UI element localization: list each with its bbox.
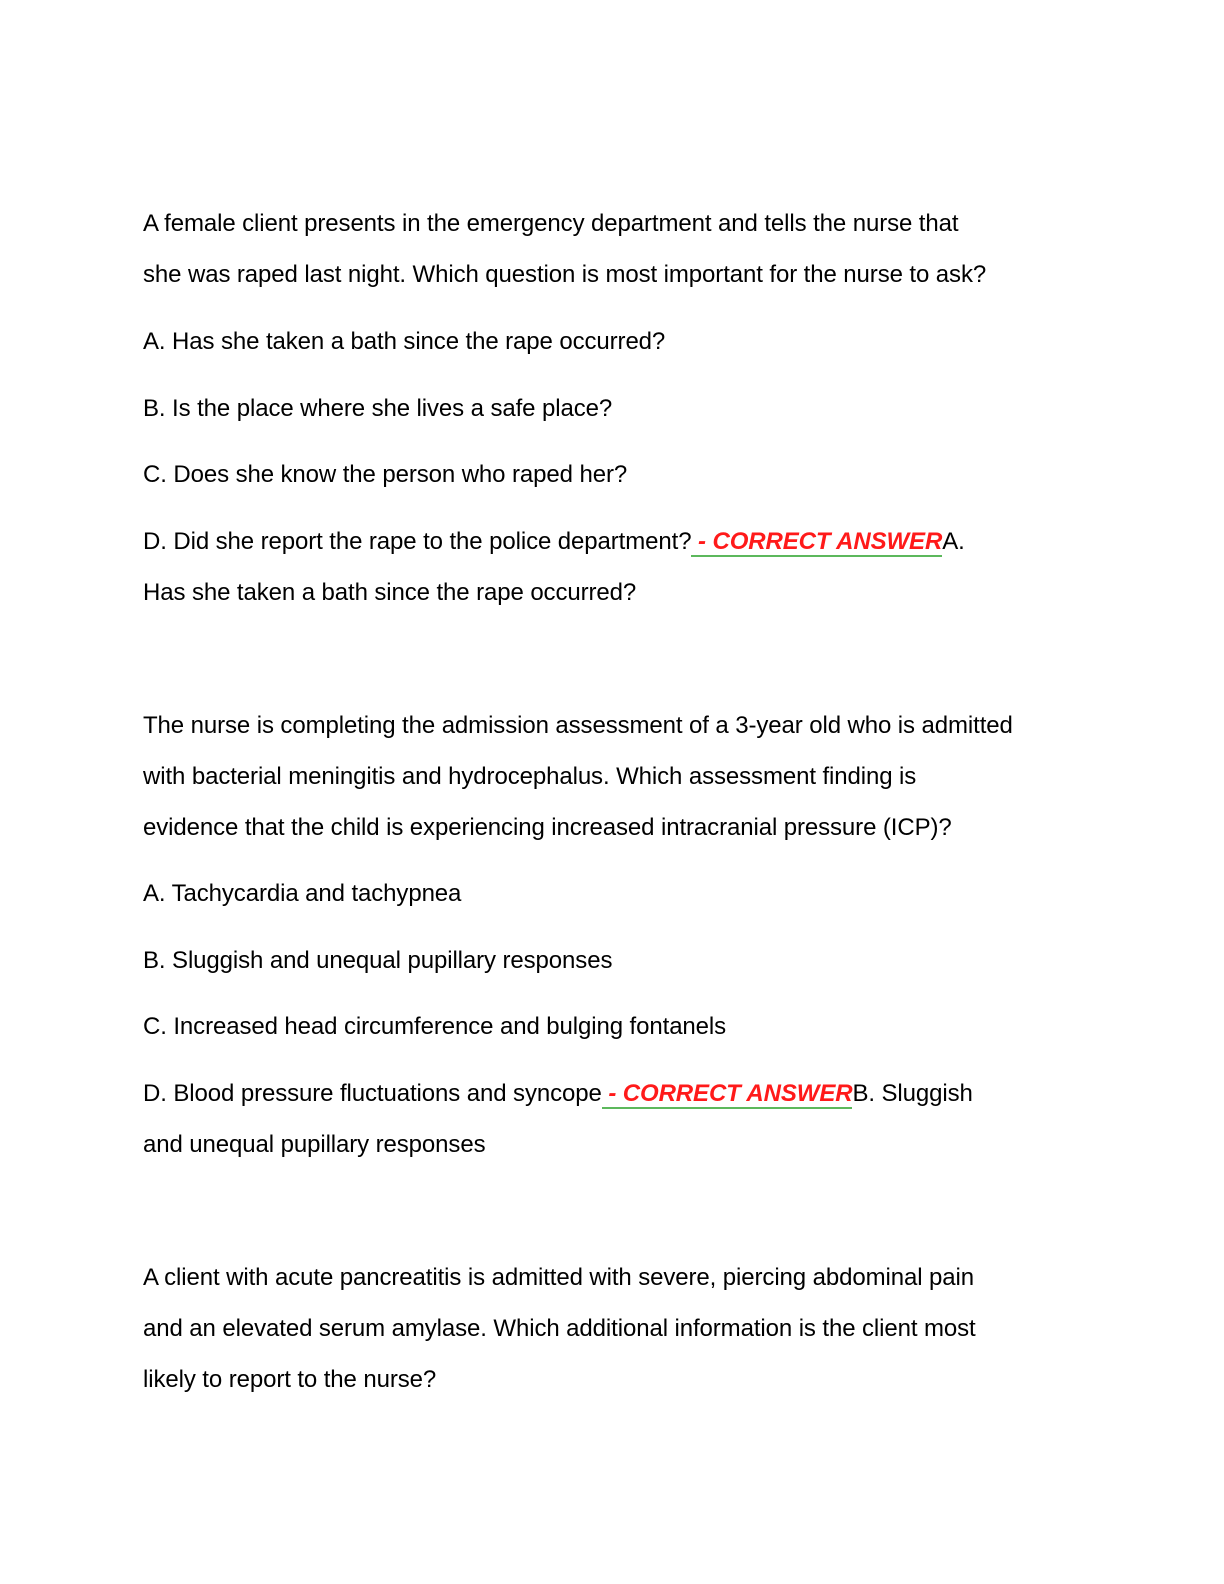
question-1-option-d-line — [143, 525, 965, 559]
question-2-option-d-line — [143, 1077, 973, 1111]
question-1-answer-part-1: A. — [942, 528, 965, 555]
question-1-option-b: B. Is the place where she lives a safe place? — [143, 395, 613, 422]
question-3-stem-line-3: likely to report to the nurse? — [143, 1366, 437, 1393]
question-2-option-d: D. Blood pressure fluctuations and syncope — [143, 1080, 602, 1107]
question-1-answer-part-2: Has she taken a bath since the rape occurred? — [143, 579, 637, 606]
question-3-stem-line-2: and an elevated serum amylase. Which additional information is the client most — [143, 1315, 976, 1342]
question-1-option-a: A. Has she taken a bath since the rape occurred? — [143, 328, 666, 355]
question-1-option-c: C. Does she know the person who raped her? — [143, 461, 628, 488]
question-1-stem-line-1: A female client presents in the emergency department and tells the nurse that — [143, 210, 959, 237]
question-2-answer-part-2: and unequal pupillary responses — [143, 1131, 486, 1158]
correct-answer-marker: - CORRECT ANSWER — [691, 528, 943, 555]
question-2-option-c: C. Increased head circumference and bulging fontanels — [143, 1013, 727, 1040]
question-2-option-a: A. Tachycardia and tachypnea — [143, 880, 462, 907]
correct-answer-marker: - CORRECT ANSWER — [601, 1080, 853, 1107]
question-1-option-d: D. Did she report the rape to the police department? — [143, 528, 692, 555]
question-2-stem-line-3: evidence that the child is experiencing increased intracranial pressure (ICP)? — [143, 814, 952, 841]
question-2-answer-part-1: B. Sluggish — [852, 1080, 973, 1107]
question-2-stem-line-2: with bacterial meningitis and hydrocephalus. Which assessment finding is — [143, 763, 917, 790]
question-2-option-b: B. Sluggish and unequal pupillary responses — [143, 947, 613, 974]
question-1-stem-line-2: she was raped last night. Which question is most important for the nurse to ask? — [143, 261, 987, 288]
question-3-stem-line-1: A client with acute pancreatitis is admitted with severe, piercing abdominal pain — [143, 1264, 975, 1291]
question-2-stem-line-1: The nurse is completing the admission assessment of a 3-year old who is admitted — [143, 712, 1013, 739]
